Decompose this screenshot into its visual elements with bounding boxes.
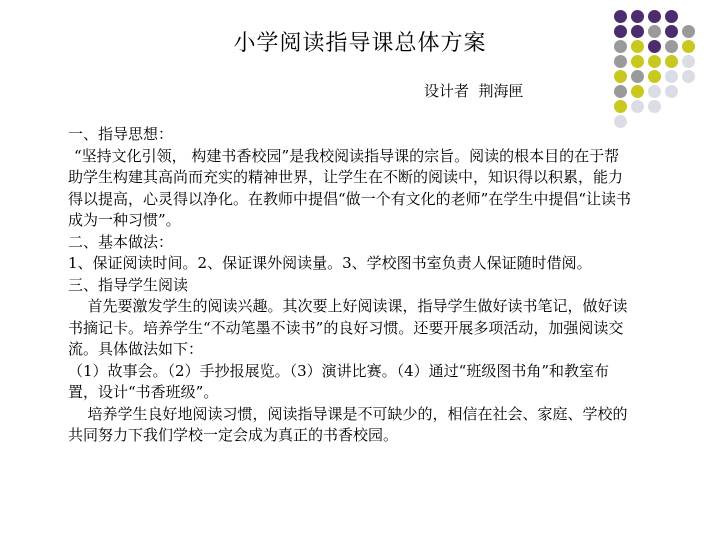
decorative-dot bbox=[682, 10, 695, 23]
decorative-dot bbox=[648, 70, 661, 83]
decorative-dot bbox=[648, 100, 661, 113]
decorative-dot bbox=[682, 70, 695, 83]
paragraph-basic-practice: 1、保证阅读时间。2、保证课外阅读量。3、学校图书室负责人保证随时借阅。 bbox=[68, 254, 592, 272]
decorative-dot bbox=[631, 85, 644, 98]
decorative-dot bbox=[614, 70, 627, 83]
section-heading-basic-practice: 二、基本做法： bbox=[68, 232, 174, 251]
decorative-dot bbox=[682, 100, 695, 113]
decorative-dot bbox=[682, 115, 695, 128]
paragraph-activity-list: （1）故事会。（2）手抄报展览。（3）演讲比赛。（4）通过“班级图书角”和教室布置，设计“书香班级”。 bbox=[68, 361, 610, 401]
decorative-dot bbox=[614, 85, 627, 98]
section-heading-reading-guidance: 三、指导学生阅读 bbox=[68, 275, 189, 294]
page-title: 小学阅读指导课总体方案 bbox=[233, 31, 487, 56]
paragraph-conclusion: 培养学生良好地阅读习惯，阅读指导课是不可缺少的，相信在社会、家庭、学校的共同努力下我们学校一定会成为真正的书香校园。 bbox=[68, 404, 628, 444]
decorative-dot bbox=[665, 85, 678, 98]
paragraph-reading-interest: 首先要激发学生的阅读兴趣。其次要上好阅读课，指导学生做好读书笔记，做好读书摘记卡。培养学生“不动笔墨不读书”的良好习惯。还要开展多项活动，加强阅读交流。具体做法如下： bbox=[68, 297, 628, 358]
decorative-dot bbox=[665, 115, 678, 128]
decorative-dot bbox=[682, 85, 695, 98]
section-heading-guiding-idea: 一、指导思想： bbox=[68, 125, 174, 143]
decorative-dot bbox=[648, 10, 661, 23]
decorative-dot bbox=[614, 10, 627, 23]
document-body bbox=[68, 124, 634, 447]
decorative-dot bbox=[665, 10, 678, 23]
author-line: 设计者 荆海匣 bbox=[424, 82, 524, 100]
decorative-dot bbox=[631, 100, 644, 113]
decorative-dot bbox=[631, 10, 644, 23]
decorative-dot bbox=[665, 100, 678, 113]
decorative-dot bbox=[614, 100, 627, 113]
decorative-dot bbox=[631, 70, 644, 83]
decorative-dot bbox=[665, 70, 678, 83]
decorative-dot bbox=[648, 85, 661, 98]
paragraph-guiding-idea: “坚持文化引领， 构建书香校园”是我校阅读指导课的宗旨。阅读的根本目的在于帮助学生构建其高尚而充实的精神世界，让学生在不断的阅读中，知识得以积累，能力得以提高，心灵得以净化。在教师中提倡“做一个有文化的老师”在学生中提倡“让读书成为一种习惯”。 bbox=[68, 146, 632, 229]
decorative-dot bbox=[648, 115, 661, 128]
